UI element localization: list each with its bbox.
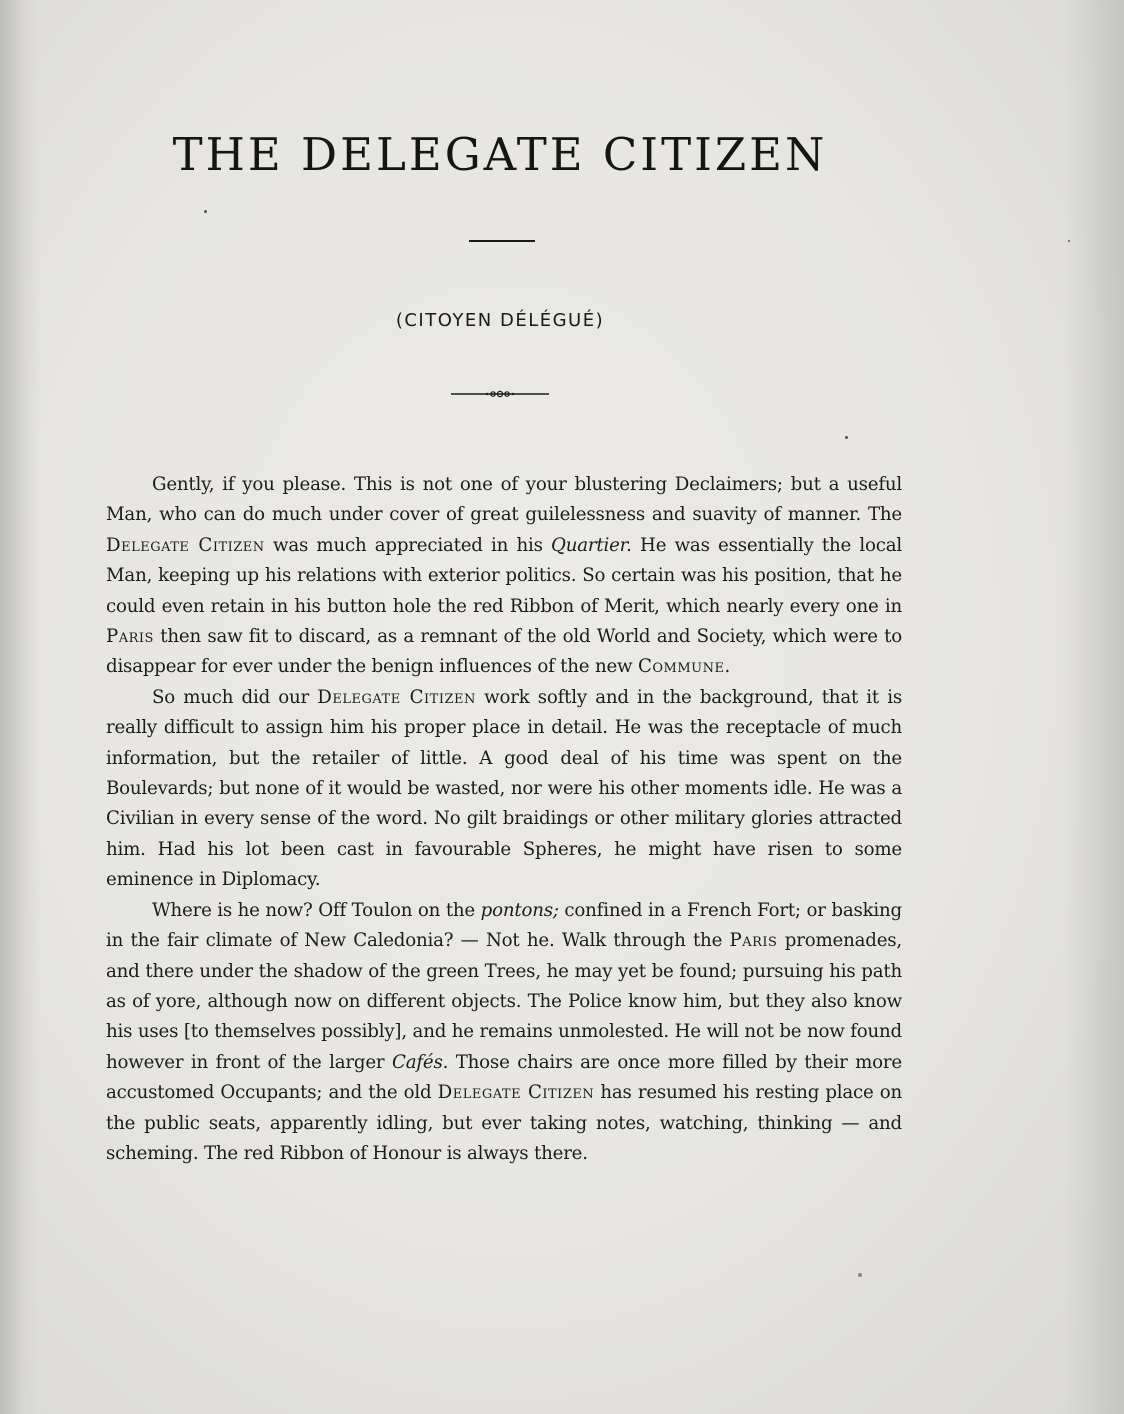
italic-term: pontons; [480, 899, 559, 921]
paragraph-2 [106, 683, 902, 896]
small-caps-term: Paris [729, 930, 778, 952]
paper-speck [1068, 240, 1070, 242]
title-rule [469, 240, 535, 242]
text-run: Gently, if you please. This is not one of your blustering Declaimers; but a useful Man, who can do much under cover of great guilelessness and suavity of manner. The [106, 474, 902, 526]
paragraph-1 [106, 470, 902, 683]
text-run: promenades, and there under the shadow of the green Trees, he may yet be found; pursuing his path as of yore, although now on different objects. The Police know him, but they also know his uses [to themselves possibly], and he remains unmolested. He will not be now found however in front of the larger [106, 930, 902, 1073]
page-edge-shadow [1064, 0, 1124, 1414]
chapter-subtitle: (CITOYEN DÉLÉGUÉ) [395, 310, 605, 331]
text-run: Those chairs are once more filled by their more accustomed Occupants; and the old [106, 1051, 902, 1104]
text-run: was much appreciated in his [264, 534, 552, 556]
page-gutter-shadow [0, 0, 40, 1414]
text-run: then saw fit to discard, as a remnant of the old World and Society, which were to disappear for ever under the benign influences of the new [106, 626, 902, 678]
small-caps-term: Delegate Citizen [437, 1082, 595, 1104]
small-caps-term: Delegate Citizen [106, 534, 265, 556]
text-run: Where is he now? Off Toulon on the [152, 899, 481, 921]
small-caps-term: Delegate Citizen [317, 686, 476, 708]
small-caps-term: Commune [637, 656, 725, 678]
small-caps-term: Paris [106, 626, 154, 648]
text-run: confined in a French Fort; or basking in the fair climate of New Caledonia? — Not he. Walk through the [106, 899, 903, 952]
italic-term: Cafés. [392, 1051, 449, 1073]
ornament-divider [451, 386, 549, 402]
text-run: work softly and in the background, that it is really difficult to assign him his proper place in detail. He was the receptacle of much information, but the retailer of little. A good deal of his time was spent on the Boulevards; but none of it would be wasted, nor were his other moments idle. He was a Civilian in every sense of the word. No gilt braidings or other military glories attracted him. Had his lot been cast in favourable Spheres, he might have risen to some eminence in Diplomacy. [106, 686, 903, 891]
chapter-title: THE DELEGATE CITIZEN [172, 128, 828, 181]
paper-speck [204, 210, 207, 213]
text-run: . [724, 656, 731, 678]
paper-speck [845, 436, 848, 439]
paper-speck [858, 1273, 862, 1277]
text-run: So much did our [152, 686, 318, 708]
text-run: has resumed his resting place on the public seats, apparently idling, but ever taking notes, watching, thinking — and scheming. The red Ribbon of Honour is always there. [106, 1082, 903, 1164]
paragraph-3 [106, 896, 902, 1170]
italic-term: Quartier. [551, 534, 632, 556]
body-text [106, 470, 902, 1169]
text-run: He was essentially the local Man, keeping up his relations with exterior politics. So certain was his position, that he could even retain in his button hole the red Ribbon of Merit, which nearly every one in [106, 534, 902, 617]
